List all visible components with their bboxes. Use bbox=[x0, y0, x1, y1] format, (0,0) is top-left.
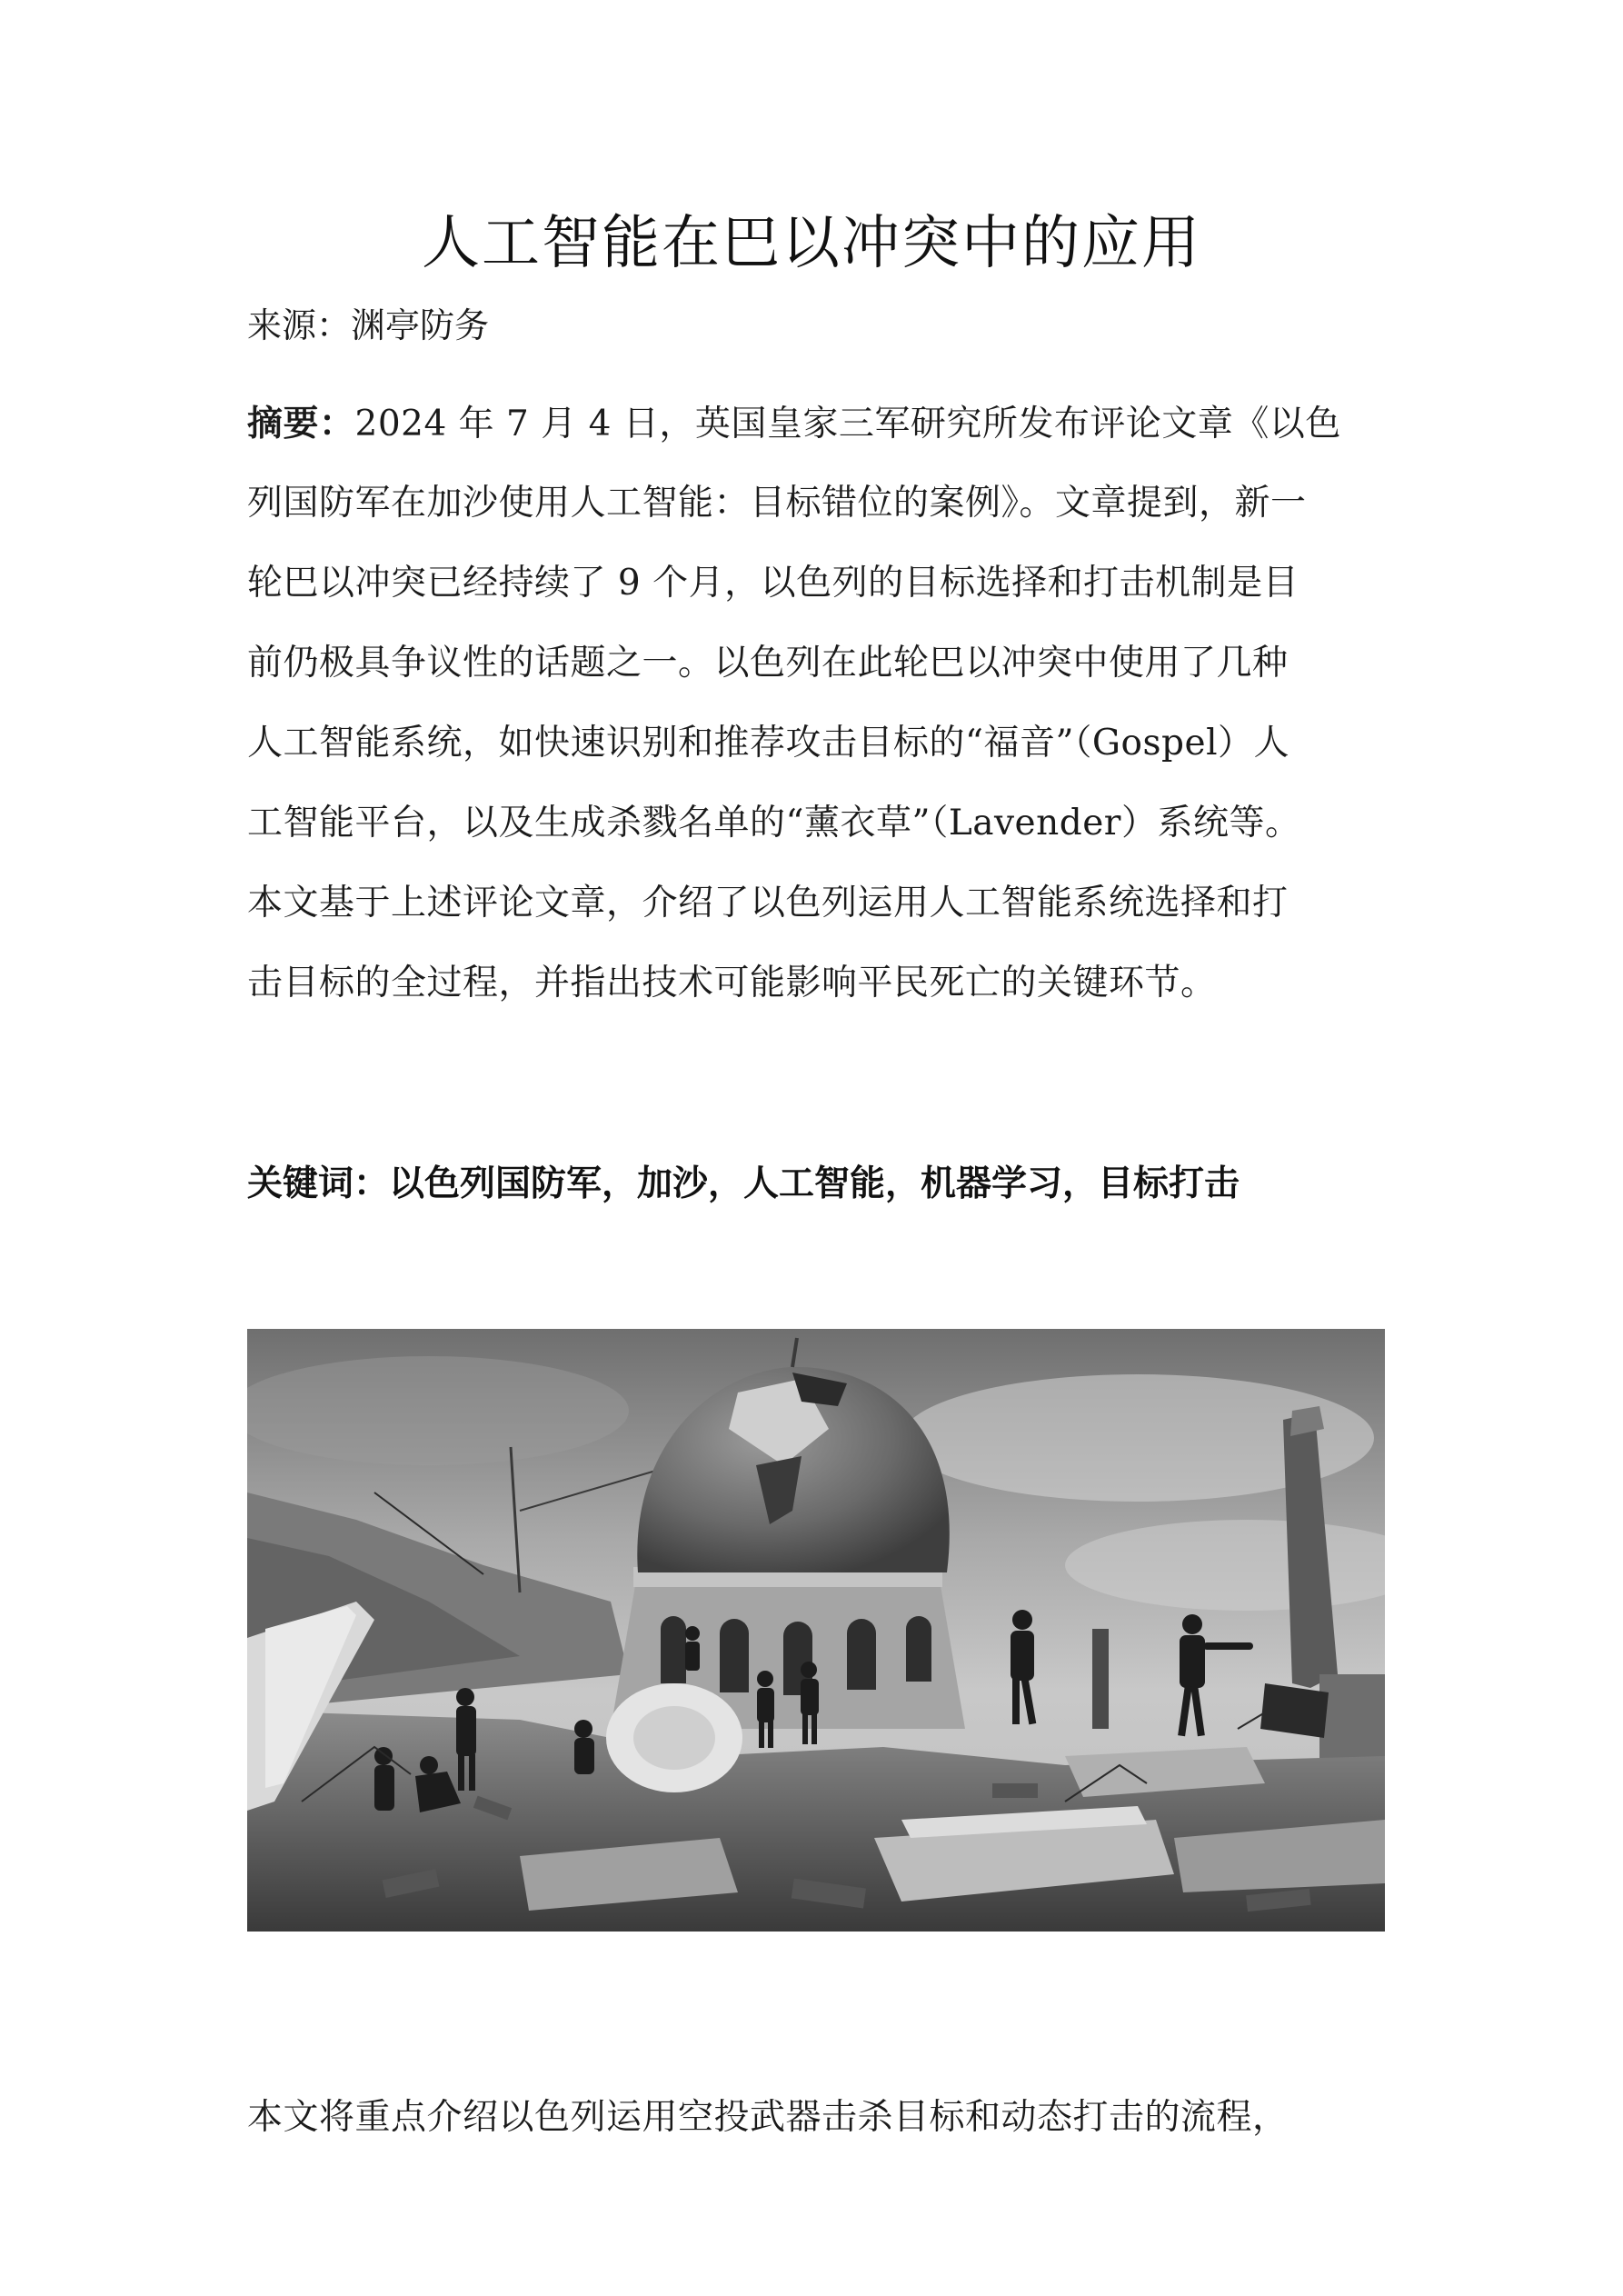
abstract-line: 本文基于上述评论文章，介绍了以色列运用人工智能系统选择和打 bbox=[247, 883, 1289, 923]
body-paragraph-first-line: 本文将重点介绍以色列运用空投武器击杀目标和动态打击的流程， bbox=[247, 2097, 1289, 2138]
abstract-line: 轮巴以冲突已经持续了 9 个月，以色列的目标选择和打击机制是目 bbox=[247, 563, 1299, 604]
abstract-line: 人工智能系统，如快速识别和推荐攻击目标的“福音”（Gospel）人 bbox=[247, 723, 1290, 764]
abstract-line: 列国防军在加沙使用人工智能：目标错位的案例》。文章提到，新一 bbox=[247, 483, 1307, 524]
photo-illustration bbox=[247, 1329, 1385, 1932]
abstract-line: 击目标的全过程，并指出技术可能影响平民死亡的关键环节。 bbox=[247, 963, 1217, 1003]
abstract-label: 摘要： bbox=[247, 403, 355, 444]
abstract-line bbox=[247, 384, 1383, 464]
source-line: 来源：渊亭防务 bbox=[247, 305, 490, 345]
abstract-line-text: 2024 年 7 月 4 日，英国皇家三军研究所发布评论文章《以色 bbox=[354, 404, 1341, 444]
abstract-line: 前仍极具争议性的话题之一。以色列在此轮巴以冲突中使用了几种 bbox=[247, 643, 1289, 684]
abstract-line: 工智能平台，以及生成杀戮名单的“薰衣草”（Lavender）系统等。 bbox=[247, 803, 1301, 844]
document-title: 人工智能在巴以冲突中的应用 bbox=[422, 210, 1201, 277]
abstract-paragraph bbox=[247, 384, 1383, 1023]
keywords-line: 关键词：以色列国防军，加沙，人工智能，机器学习，目标打击 bbox=[247, 1163, 1240, 1204]
rubble-dome-photo bbox=[247, 1329, 1385, 1932]
